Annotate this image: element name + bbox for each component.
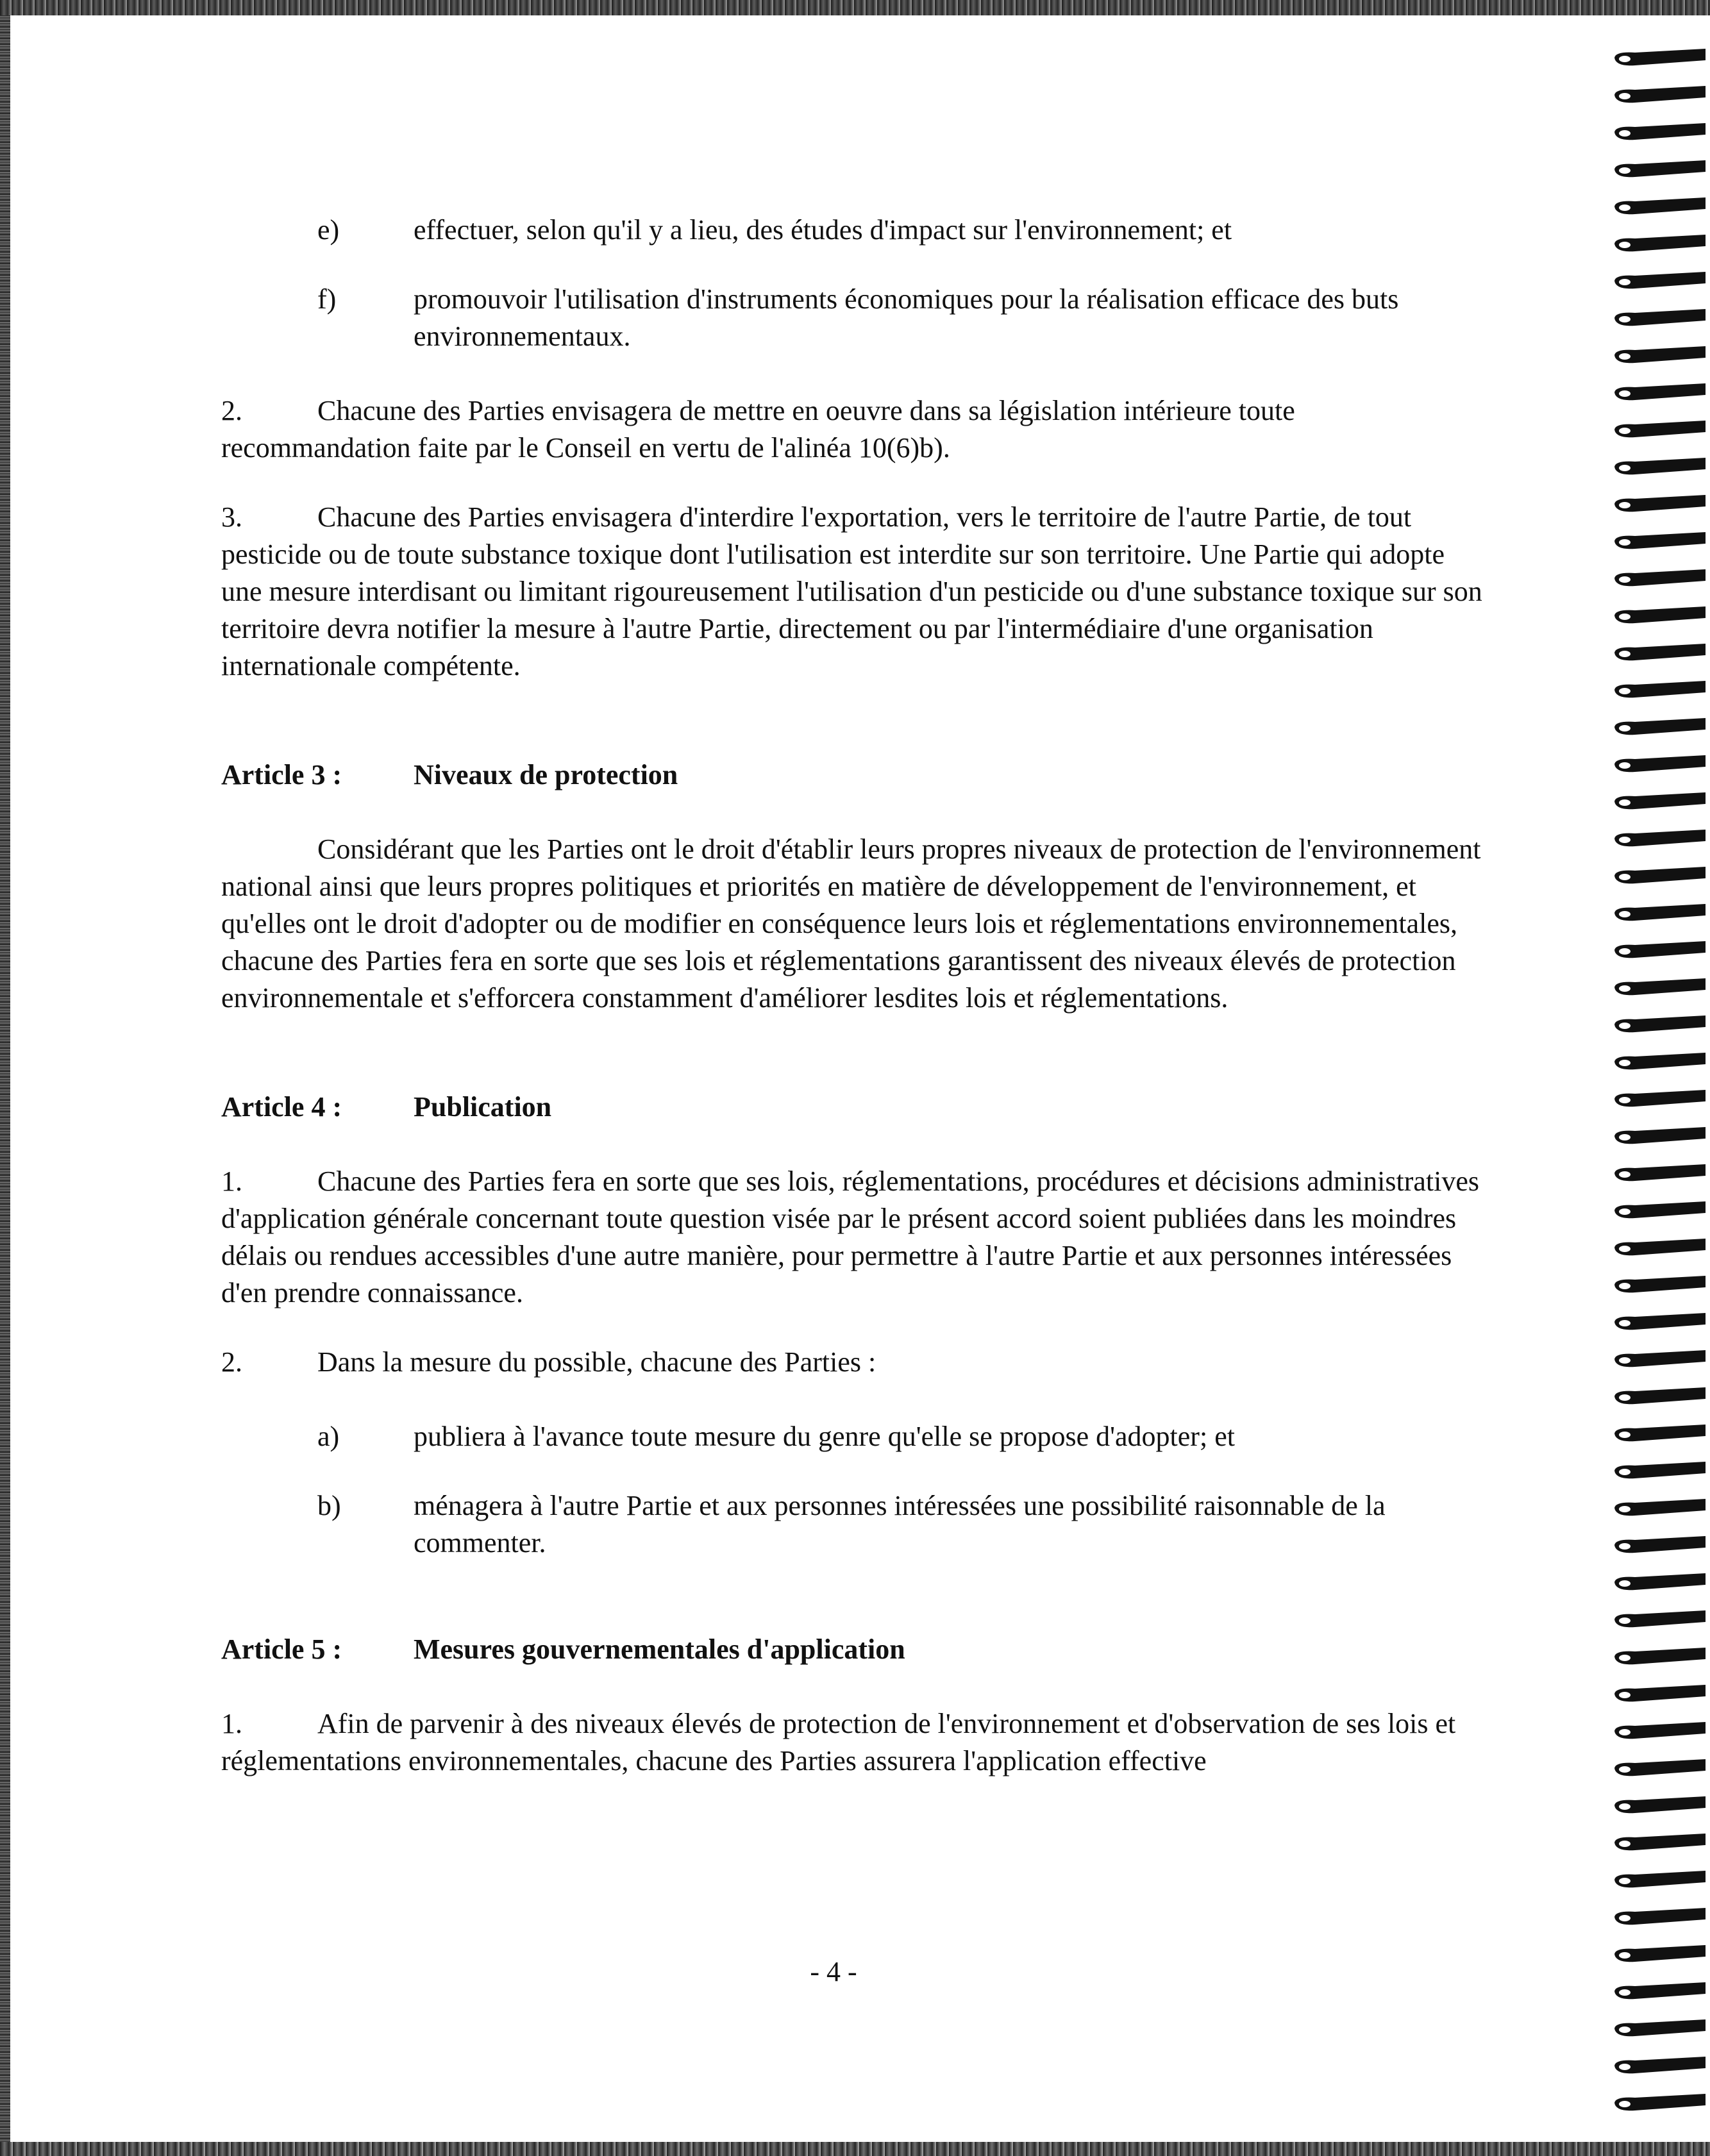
binding-hole <box>1619 762 1630 769</box>
binding-hole <box>1619 1692 1630 1698</box>
item-marker: a) <box>317 1421 340 1452</box>
binding-hole <box>1619 1060 1630 1066</box>
paragraph-number: 1. <box>221 1708 242 1739</box>
binding-hole <box>1619 1208 1630 1215</box>
item-text: effectuer, selon qu'il y a lieu, des études d'impact sur l'environnement; et <box>414 214 1232 246</box>
binding-hole <box>1619 874 1630 880</box>
paragraph-text: Chacune des Parties envisagera d'interdire l'exportation, vers le territoire de l'autre Partie, de tout pesticide ou de toute substance toxique dont l'utilisation est interdite sur son territoire. Une Partie qui adopte une mesure interdisant ou limitant rigoureusement l'utilisation d'un pesticide ou d'une substance toxique sur son territoire devra notifier la mesure à l'autre Partie, directement ou par l'intermédiaire d'une organisation internationale compétente. <box>221 501 1482 681</box>
article-label: Article 3 : <box>221 759 342 790</box>
article-4-paragraph-2 <box>221 1344 1491 1381</box>
paragraph-2 <box>221 392 1491 467</box>
paragraph-text: Chacune des Parties envisagera de mettre en oeuvre dans sa législation intérieure toute recommandation faite par le Conseil en vertu de l'alinéa 10(6)b). <box>221 395 1295 464</box>
document-body <box>221 212 1491 1812</box>
spiral-binding <box>1609 38 1710 2142</box>
list-item-e <box>221 212 1491 249</box>
binding-hole <box>1619 1878 1630 1884</box>
binding-hole <box>1619 316 1630 322</box>
article-5-heading <box>221 1631 1491 1668</box>
paragraph-text: Afin de parvenir à des niveaux élevés de protection de l'environnement et d'observation de ses lois et réglementations environnementales, chacune des Parties assurera l'application effective <box>221 1708 1456 1776</box>
binding-hole <box>1619 1469 1630 1475</box>
binding-hole <box>1619 2026 1630 2033</box>
binding-hole <box>1619 1580 1630 1587</box>
binding-hole <box>1619 2101 1630 2107</box>
scan-left-edge <box>0 0 10 2156</box>
binding-hole <box>1619 167 1630 174</box>
binding-hole <box>1619 93 1630 99</box>
article-4-heading <box>221 1089 1491 1126</box>
binding-hole <box>1619 651 1630 657</box>
binding-hole <box>1619 242 1630 248</box>
binding-hole <box>1619 205 1630 211</box>
binding-hole <box>1619 948 1630 955</box>
list-item-a <box>221 1418 1491 1455</box>
binding-hole <box>1619 1134 1630 1141</box>
binding-hole <box>1619 390 1630 397</box>
binding-hole <box>1619 1357 1630 1364</box>
item-marker: e) <box>317 214 340 246</box>
binding-hole <box>1619 1320 1630 1326</box>
binding-hole <box>1619 1655 1630 1661</box>
paragraph-text: Dans la mesure du possible, chacune des Parties : <box>317 1346 876 1378</box>
article-title: Mesures gouvernementales d'application <box>414 1634 905 1665</box>
binding-hole <box>1619 1283 1630 1289</box>
binding-hole <box>1619 837 1630 843</box>
binding-hole <box>1619 56 1630 62</box>
binding-hole <box>1619 539 1630 546</box>
binding-hole <box>1619 1246 1630 1252</box>
paragraph-3 <box>221 499 1491 685</box>
paragraph-number: 3. <box>221 501 242 533</box>
item-text: ménagera à l'autre Partie et aux personnes intéressées une possibilité raisonnable de la commenter. <box>414 1490 1386 1559</box>
item-text: promouvoir l'utilisation d'instruments économiques pour la réalisation efficace des buts environnementaux. <box>414 283 1399 352</box>
list-item-b <box>221 1487 1491 1562</box>
binding-hole <box>1619 428 1630 434</box>
binding-hole <box>1619 911 1630 917</box>
binding-hole <box>1619 502 1630 508</box>
paragraph-number: 1. <box>221 1166 242 1197</box>
binding-hole <box>1619 465 1630 471</box>
paragraph-number: 2. <box>221 1346 242 1378</box>
binding-hole <box>1619 614 1630 620</box>
binding-hole <box>1619 1617 1630 1624</box>
binding-hole <box>1619 1989 1630 1996</box>
binding-hole <box>1619 1023 1630 1029</box>
binding-hole <box>1619 725 1630 731</box>
page-number: - 4 - <box>810 1956 857 1987</box>
article-title: Publication <box>414 1091 552 1123</box>
binding-hole <box>1619 1803 1630 1810</box>
binding-hole <box>1619 799 1630 806</box>
binding-hole <box>1619 1543 1630 1550</box>
binding-hole <box>1619 1432 1630 1438</box>
binding-hole <box>1619 1841 1630 1847</box>
article-title: Niveaux de protection <box>414 759 678 790</box>
scan-bottom-edge <box>0 2142 1710 2156</box>
article-4-paragraph-1 <box>221 1163 1491 1312</box>
binding-hole <box>1619 279 1630 285</box>
binding-hole <box>1619 130 1630 137</box>
binding-hole <box>1619 1394 1630 1401</box>
article-3-heading <box>221 756 1491 794</box>
binding-hole <box>1619 1171 1630 1178</box>
binding-hole <box>1619 353 1630 360</box>
article-label: Article 4 : <box>221 1091 342 1123</box>
item-marker: b) <box>317 1490 341 1521</box>
binding-hole <box>1619 1097 1630 1103</box>
item-marker: f) <box>317 283 337 315</box>
scan-top-edge <box>0 0 1710 15</box>
binding-hole <box>1619 1729 1630 1735</box>
binding-hole <box>1619 985 1630 992</box>
list-item-f <box>221 281 1491 355</box>
binding-hole <box>1619 688 1630 694</box>
binding-hole <box>1619 576 1630 583</box>
paragraph-number: 2. <box>221 395 242 426</box>
binding-hole <box>1619 1766 1630 1773</box>
article-5-paragraph-1 <box>221 1705 1491 1780</box>
paragraph-text: Chacune des Parties fera en sorte que ses lois, réglementations, procédures et décisions administratives d'application générale concernant toute question visée par le présent accord soient publiées dans les moindres délais ou rendues accessibles d'une autre manière, pour permettre à l'autre Partie et aux personnes intéressées d'en prendre connaissance. <box>221 1166 1480 1308</box>
binding-hole <box>1619 2064 1630 2070</box>
binding-hole <box>1619 1506 1630 1512</box>
item-text: publiera à l'avance toute mesure du genre qu'elle se propose d'adopter; et <box>414 1421 1235 1452</box>
article-3-paragraph: Considérant que les Parties ont le droit d'établir leurs propres niveaux de protection de l'environnement national ainsi que leurs propres politiques et priorités en matière de développement de l'environnement, et qu'elles ont le droit d'adopter ou de modifier en conséquence leurs lois et réglementations environnementales, chacune des Parties fera en sorte que ses lois et réglementations garantissent des niveaux élevés de protection environnementale et s'efforcera constamment d'améliorer lesdites lois et réglementations. <box>221 833 1481 1014</box>
article-label: Article 5 : <box>221 1634 342 1665</box>
binding-hole <box>1619 1915 1630 1921</box>
